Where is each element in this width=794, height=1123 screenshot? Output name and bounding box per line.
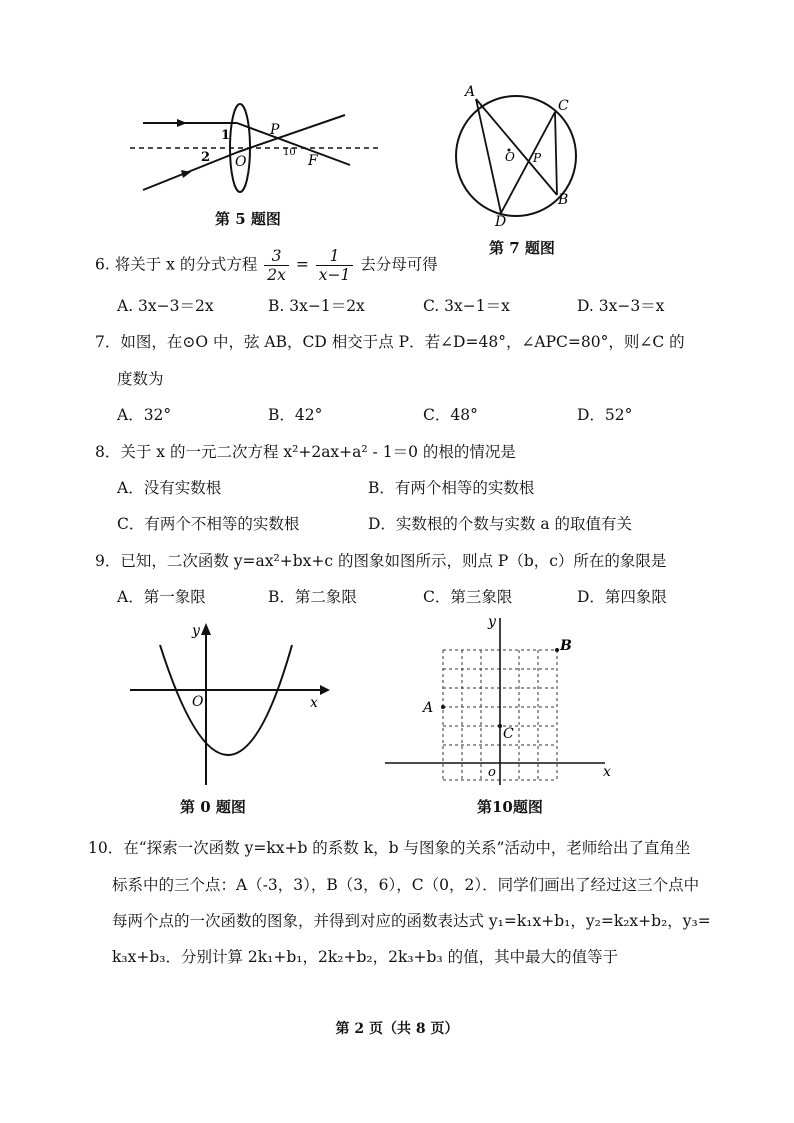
q9-option-d: D．第四象限 [577, 588, 667, 606]
q6-option-b: B. 3x−1＝2x [268, 297, 365, 315]
fig5-caption: 第 5 题图 [215, 210, 281, 228]
q7-line-2: 度数为 [117, 370, 164, 388]
fig10-caption: 第10题图 [477, 798, 543, 816]
fig5-label-1: 1 [221, 128, 231, 143]
q6-f2-num: 1 [316, 247, 354, 266]
q6-suffix: 去分母可得 [360, 255, 438, 274]
q9-line-1: 9．已知，二次函数 y=ax²+bx+c 的图象如图所示，则点 P（b，c）所在的象限是 [95, 552, 667, 570]
fig10-label-b: B [560, 638, 572, 654]
fig10-label-o: o [488, 765, 496, 780]
fig7-label-d: D [495, 214, 507, 230]
q7-option-a: A．32° [117, 406, 172, 424]
q6-f1-den: 2x [267, 266, 286, 284]
fig5-label-10: 10 [283, 147, 296, 158]
fig9-label-o: O [192, 694, 204, 710]
figure-10 [385, 610, 615, 790]
page-footer: 第 2 页（共 8 页） [335, 1021, 459, 1037]
figure-7 [445, 80, 595, 230]
q8-option-d: D．实数根的个数与实数 a 的取值有关 [368, 515, 633, 533]
figure-9 [120, 615, 335, 790]
fig10-label-x: x [603, 764, 611, 780]
q10-line-1: 10．在“探索一次函数 y=kx+b 的系数 k，b 与图象的关系”活动中，老师给出了直角坐 [88, 839, 691, 857]
fig7-label-p: P [533, 151, 542, 165]
fig7-label-o: O [505, 150, 515, 164]
q10-line-2: 标系中的三个点：A（-3，3），B（3，6），C（0，2）．同学们画出了经过这三个点中 [112, 876, 700, 894]
fig7-caption: 第 7 题图 [489, 239, 555, 257]
q9-option-a: A．第一象限 [117, 588, 206, 606]
q6-fraction-left [264, 247, 289, 284]
question-6 [95, 247, 438, 284]
fig7-label-a: A [465, 84, 476, 100]
q7-option-b: B．42° [268, 406, 323, 424]
fig7-label-b: B [558, 192, 569, 208]
fig10-label-y: y [488, 614, 496, 630]
fig5-label-p: P [270, 122, 280, 138]
q8-option-a: A．没有实数根 [117, 479, 222, 497]
q8-option-b: B．有两个相等的实数根 [368, 479, 535, 497]
q6-f1-num: 3 [264, 247, 289, 266]
q6-f2-den: x−1 [318, 266, 351, 284]
q9-option-c: C．第三象限 [423, 588, 513, 606]
q9-option-b: B．第二象限 [268, 588, 357, 606]
fig10-label-c: C [503, 726, 514, 742]
figure-5 [125, 95, 385, 205]
fig5-label-o: O [235, 154, 247, 170]
fig9-caption: 第 0 题图 [180, 798, 246, 816]
fig7-label-c: C [558, 98, 569, 114]
fig10-label-a: A [423, 700, 434, 716]
fig9-label-x: x [310, 695, 318, 711]
fig5-label-f: F [308, 153, 318, 169]
q8-line-1: 8．关于 x 的一元二次方程 x²+2ax+a² - 1＝0 的根的情况是 [95, 443, 516, 461]
q7-option-d: D．52° [577, 406, 633, 424]
fig9-label-y: y [192, 623, 200, 639]
q10-line-3: 每两个点的一次函数的图象，并得到对应的函数表达式 y₁=k₁x+b₁，y₂=k₂x+b₂，y₃= [112, 912, 711, 930]
q6-prefix: 将关于 x 的分式方程 [114, 255, 258, 274]
q6-option-c: C. 3x−1＝x [423, 297, 510, 315]
q6-option-a: A. 3x−3＝2x [117, 297, 214, 315]
q6-fraction-right [316, 247, 354, 284]
q8-option-c: C．有两个不相等的实数根 [117, 515, 300, 533]
q6-number: 6. [95, 255, 110, 274]
fig5-label-2: 2 [201, 150, 211, 165]
q10-line-4: k₃x+b₃．分别计算 2k₁+b₁，2k₂+b₂，2k₃+b₃ 的值，其中最大的值等于 [112, 948, 619, 966]
q6-option-d: D. 3x−3＝x [577, 297, 665, 315]
q6-equals: = [295, 255, 309, 274]
q7-line-1: 7．如图，在⊙O 中，弦 AB，CD 相交于点 P．若∠D=48°，∠APC=80°，则∠C 的 [95, 333, 685, 351]
q7-option-c: C．48° [423, 406, 478, 424]
